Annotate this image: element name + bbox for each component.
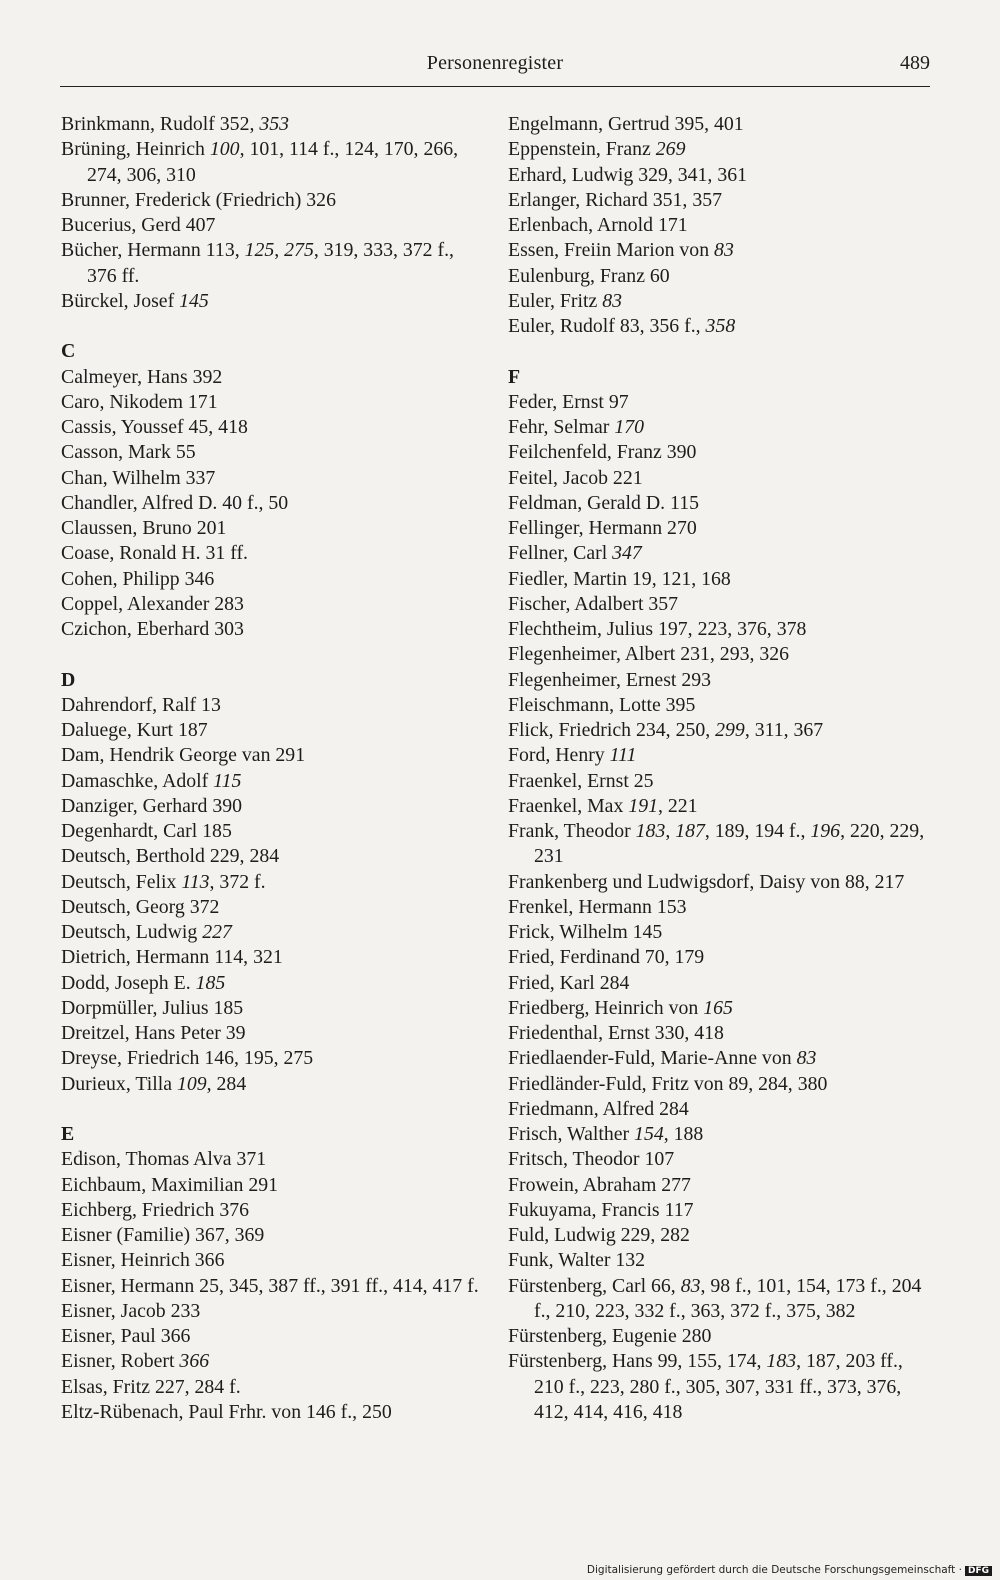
page-ref-italic: 165 bbox=[703, 996, 733, 1019]
page-ref-italic: 275 bbox=[284, 239, 314, 262]
entry-text: Fürstenberg, Eugenie 280 bbox=[508, 1325, 712, 1347]
entry-text: Dahrendorf, Ralf 13 bbox=[61, 693, 221, 716]
entry-text: Fraenkel, Ernst 25 bbox=[508, 769, 654, 792]
entry-text: Eulenburg, Franz 60 bbox=[508, 264, 670, 287]
entry-text: Deutsch, Berthold 229, 284 bbox=[61, 845, 280, 868]
entry-text: Euler, Fritz bbox=[508, 289, 603, 312]
index-entry bbox=[508, 819, 936, 870]
index-entry bbox=[61, 516, 481, 541]
index-entry bbox=[508, 996, 936, 1021]
entry-text: Erlanger, Richard 351, 357 bbox=[508, 188, 722, 211]
index-entry bbox=[508, 1173, 936, 1198]
entry-text: Bucerius, Gerd 407 bbox=[61, 214, 216, 236]
index-entry bbox=[508, 1223, 936, 1248]
entry-text: , 188 bbox=[663, 1123, 704, 1145]
index-entry bbox=[508, 188, 936, 213]
index-entry bbox=[61, 1223, 481, 1248]
entry-text: Caro, Nikodem 171 bbox=[61, 390, 218, 413]
index-entry bbox=[61, 1248, 481, 1273]
page-ref-italic: 183 bbox=[766, 1350, 797, 1373]
section-letter bbox=[61, 1122, 481, 1147]
index-entry bbox=[61, 289, 481, 314]
entry-text: Eisner, Paul 366 bbox=[61, 1325, 191, 1347]
page-ref-italic: 83 bbox=[602, 289, 623, 312]
index-entry bbox=[61, 1147, 481, 1172]
running-title: Personenregister bbox=[426, 52, 564, 74]
entry-text: Czichon, Eberhard 303 bbox=[61, 618, 244, 640]
index-entry bbox=[61, 1198, 481, 1223]
index-entry bbox=[508, 440, 936, 465]
entry-text: Deutsch, Felix bbox=[61, 870, 182, 893]
index-entry bbox=[508, 112, 936, 137]
page-ref-italic: 154 bbox=[634, 1123, 664, 1145]
entry-text: Feder, Ernst 97 bbox=[508, 390, 629, 413]
entry-text: Ford, Henry bbox=[508, 744, 610, 767]
index-entry bbox=[508, 794, 936, 819]
entry-text: , bbox=[665, 820, 676, 842]
entry-text: , bbox=[274, 239, 285, 262]
page-ref-italic: 113 bbox=[181, 870, 210, 893]
entry-text: Calmeyer, Hans 392 bbox=[61, 365, 223, 388]
entry-text: Eppenstein, Franz bbox=[508, 138, 656, 161]
index-entry bbox=[61, 1299, 481, 1324]
entry-text: Fischer, Adalbert 357 bbox=[508, 592, 679, 615]
entry-text: Fried, Ferdinand 70, 179 bbox=[508, 946, 705, 969]
index-entry bbox=[508, 1248, 936, 1273]
index-entry bbox=[508, 1122, 936, 1147]
index-entry bbox=[508, 415, 936, 440]
index-entry bbox=[61, 213, 481, 238]
entry-text: Engelmann, Gertrud 395, 401 bbox=[508, 113, 744, 135]
index-entry bbox=[508, 617, 936, 642]
index-entry bbox=[61, 844, 481, 869]
index-entry bbox=[508, 163, 936, 188]
index-entry bbox=[508, 971, 936, 996]
entry-text: Casson, Mark 55 bbox=[61, 441, 196, 464]
index-entry bbox=[508, 314, 936, 339]
index-entry bbox=[61, 718, 481, 743]
entry-text: Durieux, Tilla bbox=[61, 1072, 177, 1095]
page-ref-italic: 183 bbox=[635, 820, 666, 842]
page-ref-italic: 269 bbox=[655, 138, 686, 161]
page-ref-italic: 83 bbox=[680, 1274, 701, 1297]
page-ref-italic: 358 bbox=[705, 315, 736, 337]
index-entry bbox=[508, 466, 936, 491]
entry-text: F bbox=[508, 365, 521, 388]
index-entry bbox=[61, 491, 481, 516]
index-entry bbox=[508, 213, 936, 238]
page-ref-italic: 145 bbox=[179, 289, 209, 312]
index-entry bbox=[508, 238, 936, 263]
index-entry bbox=[61, 945, 481, 970]
index-entry bbox=[61, 415, 481, 440]
index-entry bbox=[61, 743, 481, 768]
index-entry bbox=[61, 112, 481, 137]
index-column-left bbox=[61, 112, 481, 1425]
page-ref-italic: 353 bbox=[259, 113, 290, 135]
index-entry bbox=[508, 920, 936, 945]
entry-text: Eichbaum, Maximilian 291 bbox=[61, 1173, 279, 1196]
page-ref-italic: 125 bbox=[244, 239, 275, 262]
index-entry bbox=[508, 1324, 936, 1349]
entry-text: Fiedler, Martin 19, 121, 168 bbox=[508, 567, 731, 590]
section-spacer bbox=[61, 1097, 481, 1122]
index-entry bbox=[508, 769, 936, 794]
entry-text: Fürstenberg, Hans 99, 155, 174, bbox=[508, 1350, 767, 1373]
index-entry bbox=[508, 718, 936, 743]
index-entry bbox=[61, 188, 481, 213]
index-entry bbox=[61, 971, 481, 996]
entry-text: Eisner, Robert bbox=[61, 1350, 180, 1373]
entry-text: Eisner (Familie) 367, 369 bbox=[61, 1224, 265, 1246]
page-ref-italic: 227 bbox=[202, 921, 232, 943]
page-ref-italic: 83 bbox=[796, 1047, 817, 1070]
dfg-logo: DFG bbox=[965, 1566, 992, 1576]
index-entry bbox=[508, 895, 936, 920]
entry-text: Frisch, Walther bbox=[508, 1123, 635, 1145]
index-entry bbox=[61, 440, 481, 465]
entry-text: Claussen, Bruno 201 bbox=[61, 517, 227, 539]
page-ref-italic: 196 bbox=[810, 820, 841, 842]
entry-text: Daluege, Kurt 187 bbox=[61, 719, 208, 741]
entry-text: Deutsch, Ludwig bbox=[61, 921, 203, 943]
index-entry bbox=[61, 1375, 481, 1400]
entry-text: Fried, Karl 284 bbox=[508, 971, 630, 994]
entry-text: Fleischmann, Lotte 395 bbox=[508, 693, 696, 716]
index-entry bbox=[61, 567, 481, 592]
index-entry bbox=[61, 238, 481, 289]
entry-text: Feitel, Jacob 221 bbox=[508, 466, 643, 489]
entry-text: , 221 bbox=[657, 794, 698, 817]
entry-text: Chandler, Alfred D. 40 f., 50 bbox=[61, 491, 289, 514]
entry-text: , 101, 114 f., 124, 170, 266, 274, 306, 310 bbox=[87, 138, 459, 186]
section-letter bbox=[61, 339, 481, 364]
index-entry bbox=[508, 743, 936, 768]
index-entry bbox=[508, 1072, 936, 1097]
index-entry bbox=[61, 1072, 481, 1097]
entry-text: Deutsch, Georg 372 bbox=[61, 895, 220, 918]
entry-text: Feilchenfeld, Franz 390 bbox=[508, 441, 697, 464]
index-entry bbox=[508, 1274, 936, 1325]
index-entry bbox=[508, 1021, 936, 1046]
index-entry bbox=[508, 1097, 936, 1122]
index-entry bbox=[508, 1198, 936, 1223]
entry-text: Degenhardt, Carl 185 bbox=[61, 820, 232, 842]
entry-text: Fellinger, Hermann 270 bbox=[508, 517, 697, 539]
credit-text: Digitalisierung gefördert durch die Deutsche Forschungsgemeinschaft · bbox=[586, 1564, 962, 1576]
index-entry bbox=[508, 1349, 936, 1425]
index-entry bbox=[61, 541, 481, 566]
section-letter bbox=[508, 365, 936, 390]
page-ref-italic: 366 bbox=[179, 1350, 210, 1373]
entry-text: Eichberg, Friedrich 376 bbox=[61, 1198, 250, 1221]
entry-text: Dorpmüller, Julius 185 bbox=[61, 996, 244, 1019]
entry-text: Flegenheimer, Ernest 293 bbox=[508, 668, 712, 691]
section-spacer bbox=[61, 642, 481, 667]
entry-text: Danziger, Gerhard 390 bbox=[61, 794, 243, 817]
index-entry bbox=[61, 1021, 481, 1046]
index-entry bbox=[61, 137, 481, 188]
entry-text: Frick, Wilhelm 145 bbox=[508, 921, 663, 943]
page-ref-italic: 83 bbox=[714, 239, 734, 262]
entry-text: Eisner, Heinrich 366 bbox=[61, 1249, 225, 1272]
entry-text: D bbox=[61, 668, 76, 691]
entry-text: Fürstenberg, Carl 66, bbox=[508, 1274, 681, 1297]
index-entry bbox=[61, 390, 481, 415]
page-ref-italic: 100 bbox=[209, 138, 240, 161]
index-entry bbox=[508, 1046, 936, 1071]
entry-text: Coase, Ronald H. 31 ff. bbox=[61, 542, 248, 565]
entry-text: , 372 f. bbox=[209, 870, 266, 893]
index-entry bbox=[61, 592, 481, 617]
entry-text: Brüning, Heinrich bbox=[61, 138, 210, 161]
entry-text: Eisner, Jacob 233 bbox=[61, 1299, 201, 1322]
page-ref-italic: 299 bbox=[715, 719, 745, 741]
section-spacer bbox=[508, 339, 936, 364]
index-entry bbox=[61, 1349, 481, 1374]
index-entry bbox=[61, 819, 481, 844]
entry-text: Eisner, Hermann 25, 345, 387 ff., 391 ff., 414, 417 f. bbox=[61, 1274, 479, 1297]
entry-text: E bbox=[61, 1123, 75, 1145]
index-entry bbox=[61, 920, 481, 945]
entry-text: , 311, 367 bbox=[744, 719, 824, 741]
page-ref-italic: 187 bbox=[675, 820, 705, 842]
entry-text: , 98 f., 101, 154, 173 f., 204 f., 210, 223, 332 f., 363, 372 f., 375, 382 bbox=[534, 1274, 922, 1322]
entry-text: Brinkmann, Rudolf 352, bbox=[61, 113, 260, 135]
index-entry bbox=[508, 567, 936, 592]
page-ref-italic: 170 bbox=[614, 416, 645, 438]
entry-text: Essen, Freiin Marion von bbox=[508, 239, 715, 262]
entry-text: Friedenthal, Ernst 330, 418 bbox=[508, 1022, 724, 1044]
entry-text: , 284 bbox=[206, 1072, 247, 1095]
index-entry bbox=[61, 870, 481, 895]
index-entry bbox=[508, 390, 936, 415]
section-letter bbox=[61, 668, 481, 693]
page-ref-italic: 185 bbox=[195, 971, 226, 994]
entry-text: Brunner, Frederick (Friedrich) 326 bbox=[61, 188, 336, 211]
entry-text: Friedländer-Fuld, Fritz von 89, 284, 380 bbox=[508, 1072, 828, 1095]
entry-text: Eltz-Rübenach, Paul Frhr. von 146 f., 250 bbox=[61, 1400, 392, 1423]
entry-text: Fehr, Selmar bbox=[508, 416, 615, 438]
entry-text: Dreyse, Friedrich 146, 195, 275 bbox=[61, 1047, 314, 1070]
entry-text: Elsas, Fritz 227, 284 f. bbox=[61, 1375, 241, 1398]
entry-text: C bbox=[61, 340, 76, 363]
page-ref-italic: 115 bbox=[213, 769, 242, 792]
entry-text: Dreitzel, Hans Peter 39 bbox=[61, 1022, 246, 1044]
entry-text: Bücher, Hermann 113, bbox=[61, 239, 245, 262]
entry-text: Frank, Theodor bbox=[508, 820, 636, 842]
index-entry bbox=[508, 541, 936, 566]
index-entry bbox=[61, 996, 481, 1021]
entry-text: Cassis, Youssef 45, 418 bbox=[61, 416, 248, 438]
index-entry bbox=[61, 693, 481, 718]
index-entry bbox=[508, 1147, 936, 1172]
entry-text: Flegenheimer, Albert 231, 293, 326 bbox=[508, 643, 790, 666]
index-entry bbox=[508, 264, 936, 289]
entry-text: Fritsch, Theodor 107 bbox=[508, 1148, 675, 1171]
index-entry bbox=[508, 693, 936, 718]
entry-text: Dietrich, Hermann 114, 321 bbox=[61, 946, 283, 969]
entry-text: Coppel, Alexander 283 bbox=[61, 592, 244, 615]
index-entry bbox=[508, 870, 936, 895]
entry-text: Bürckel, Josef bbox=[61, 289, 180, 312]
index-entry bbox=[508, 592, 936, 617]
entry-text: Friedberg, Heinrich von bbox=[508, 996, 704, 1019]
index-entry bbox=[61, 617, 481, 642]
index-entry bbox=[508, 516, 936, 541]
entry-text: Flick, Friedrich 234, 250, bbox=[508, 719, 716, 741]
entry-text: Frankenberg und Ludwigsdorf, Daisy von 88, 217 bbox=[508, 870, 905, 893]
page-header bbox=[60, 50, 930, 87]
entry-text: , 220, 229, 231 bbox=[534, 820, 925, 868]
entry-text: Flechtheim, Julius 197, 223, 376, 378 bbox=[508, 618, 807, 640]
page-ref-italic: 191 bbox=[628, 794, 658, 817]
entry-text: Dam, Hendrik George van 291 bbox=[61, 744, 306, 767]
index-entry bbox=[508, 642, 936, 667]
entry-text: Euler, Rudolf 83, 356 f., bbox=[508, 315, 706, 337]
page-ref-italic: 347 bbox=[612, 542, 642, 565]
index-entry bbox=[508, 289, 936, 314]
index-entry bbox=[61, 769, 481, 794]
entry-text: Fuld, Ludwig 229, 282 bbox=[508, 1224, 690, 1246]
index-entry bbox=[61, 1173, 481, 1198]
section-spacer bbox=[61, 314, 481, 339]
index-entry bbox=[61, 365, 481, 390]
index-entry bbox=[508, 137, 936, 162]
entry-text: Erhard, Ludwig 329, 341, 361 bbox=[508, 163, 747, 186]
entry-text: Chan, Wilhelm 337 bbox=[61, 466, 216, 489]
index-column-right bbox=[508, 112, 936, 1425]
entry-text: Funk, Walter 132 bbox=[508, 1249, 646, 1272]
entry-text: Friedlaender-Fuld, Marie-Anne von bbox=[508, 1047, 797, 1070]
entry-text: , 319, 333, 372 f., 376 ff. bbox=[87, 239, 454, 287]
index-entry bbox=[508, 491, 936, 516]
entry-text: Edison, Thomas Alva 371 bbox=[61, 1148, 267, 1171]
index-entry bbox=[61, 466, 481, 491]
page-ref-italic: 111 bbox=[609, 744, 637, 767]
index-entry bbox=[61, 1400, 481, 1425]
page-number: 489 bbox=[900, 52, 930, 74]
page-ref-italic: 109 bbox=[176, 1072, 207, 1095]
index-entry bbox=[61, 794, 481, 819]
index-entry bbox=[61, 1324, 481, 1349]
entry-text: Cohen, Philipp 346 bbox=[61, 567, 215, 590]
entry-text: Feldman, Gerald D. 115 bbox=[508, 491, 699, 514]
entry-text: , 189, 194 f., bbox=[704, 820, 811, 842]
index-entry bbox=[61, 1274, 481, 1299]
entry-text: Fellner, Carl bbox=[508, 542, 613, 565]
entry-text: Frowein, Abraham 277 bbox=[508, 1173, 691, 1196]
index-entry bbox=[61, 895, 481, 920]
entry-text: Frenkel, Hermann 153 bbox=[508, 895, 687, 918]
index-entry bbox=[61, 1046, 481, 1071]
entry-text: Fukuyama, Francis 117 bbox=[508, 1198, 694, 1221]
entry-text: Friedmann, Alfred 284 bbox=[508, 1097, 689, 1120]
entry-text: Damaschke, Adolf bbox=[61, 769, 214, 792]
entry-text: Erlenbach, Arnold 171 bbox=[508, 214, 688, 236]
entry-text: , 187, 203 ff., 210 f., 223, 280 f., 305, 307, 331 ff., 373, 376, 412, 414, 416, 418 bbox=[534, 1350, 903, 1423]
index-entry bbox=[508, 945, 936, 970]
entry-text: Fraenkel, Max bbox=[508, 794, 629, 817]
entry-text: Dodd, Joseph E. bbox=[61, 971, 196, 994]
index-entry bbox=[508, 668, 936, 693]
digitization-credit bbox=[587, 1564, 992, 1576]
